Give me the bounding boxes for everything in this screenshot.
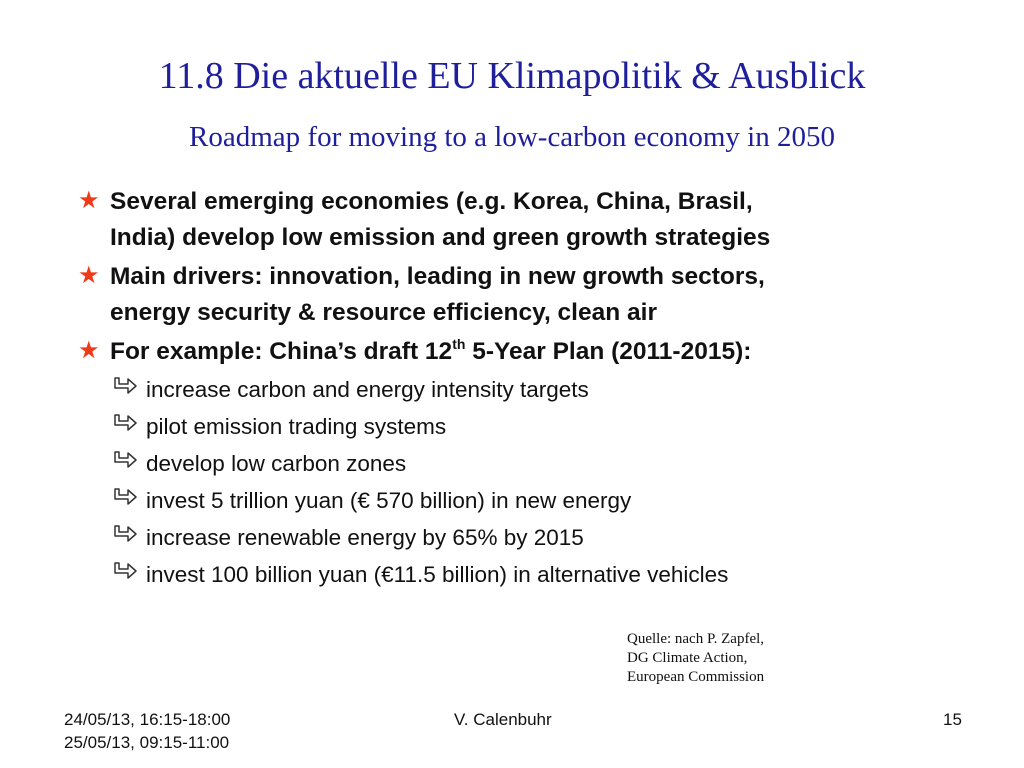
- bullet-text: Main drivers: innovation, leading in new growth sectors, energy security & resource efficiency, clean air: [110, 263, 765, 326]
- sub-bullet-item: [112, 408, 992, 445]
- bullet-item: [78, 259, 978, 331]
- sub-bullet-item: [112, 556, 992, 593]
- star-icon: ★: [78, 262, 100, 289]
- footer-author: V. Calenbuhr: [454, 710, 552, 729]
- page-number: 15: [943, 710, 962, 729]
- bullet-item: [78, 184, 978, 256]
- sub-bullet-item: [112, 371, 992, 408]
- footer-date-2: 25/05/13, 09:15-11:00: [64, 733, 230, 752]
- hollow-arrow-icon: [112, 486, 140, 510]
- hollow-arrow-icon: [112, 523, 140, 547]
- slide-subtitle: Roadmap for moving to a low-carbon economy in 2050: [189, 121, 835, 153]
- slide-title: 11.8 Die aktuelle EU Klimapolitik & Ausblick: [158, 55, 866, 97]
- sub-bullet-text: invest 100 billion yuan (€11.5 billion) in alternative vehicles: [146, 562, 729, 587]
- sub-bullet-item: [112, 482, 992, 519]
- star-icon: ★: [78, 187, 100, 214]
- sub-bullet-item: [112, 445, 992, 482]
- hollow-arrow-icon: [112, 560, 140, 584]
- sub-bullet-text: develop low carbon zones: [146, 451, 407, 476]
- sub-bullet-text: increase carbon and energy intensity targets: [146, 377, 589, 402]
- bullet-item: [78, 334, 978, 370]
- hollow-arrow-icon: [112, 412, 140, 436]
- hollow-arrow-icon: [112, 449, 140, 473]
- sub-bullet-text: invest 5 trillion yuan (€ 570 billion) in new energy: [146, 488, 632, 513]
- footer-dates: [64, 708, 230, 754]
- hollow-arrow-icon: [112, 375, 140, 399]
- source-citation: Quelle: nach P. Zapfel, DG Climate Action, European Commission: [627, 631, 765, 685]
- star-icon: ★: [78, 337, 100, 364]
- footer-date-1: 24/05/13, 16:15-18:00: [64, 710, 231, 729]
- bullet-text: Several emerging economies (e.g. Korea, China, Brasil, India) develop low emission and green growth strategies: [110, 188, 771, 251]
- sub-bullet-text: increase renewable energy by 65% by 2015: [146, 525, 584, 550]
- sub-bullet-item: [112, 519, 992, 556]
- bullet-text: For example: China’s draft 12th 5-Year Plan (2011-2015):: [110, 336, 752, 365]
- bullet-list: [78, 184, 978, 373]
- sub-bullet-list: [112, 371, 992, 593]
- sub-bullet-text: pilot emission trading systems: [146, 414, 447, 439]
